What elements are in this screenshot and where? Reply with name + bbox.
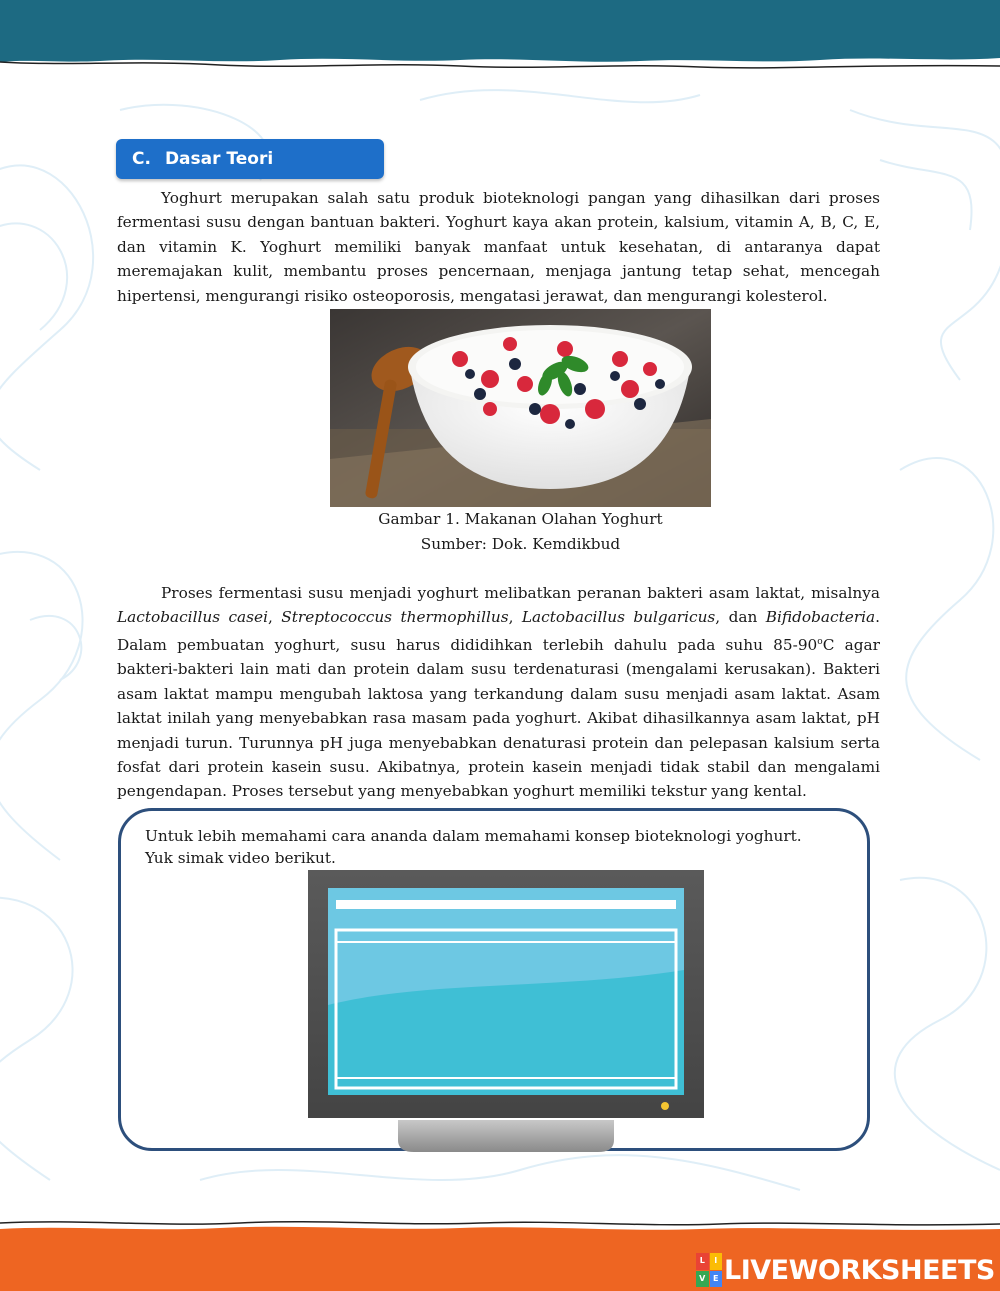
logo-letter: E: [710, 1271, 723, 1288]
video-instruction-line-1: Untuk lebih memahami cara ananda dalam memahami konsep bioteknologi yoghurt.: [145, 827, 802, 845]
fermentation-text-1: Proses fermentasi susu menjadi yoghurt melibatkan peranan bakteri asam laktat, misalnya: [161, 584, 880, 602]
fermentation-text-2: . Dalam pembuatan yoghurt, susu harus dididihkan terlebih dahulu pada suhu 85-90: [117, 608, 881, 654]
liveworksheets-logo[interactable]: [696, 1252, 995, 1288]
top-banner: [0, 0, 1000, 75]
video-instructions: [145, 825, 802, 869]
top-banner-edge: [0, 62, 1000, 68]
liveworksheets-mark-icon: [696, 1253, 722, 1287]
screen-title-bar: [336, 900, 676, 909]
logo-letter: I: [710, 1253, 723, 1270]
liveworksheets-wordmark: LIVEWORKSHEETS: [724, 1254, 995, 1286]
video-instruction-line-2: Yuk simak video berikut.: [145, 849, 336, 867]
fermentation-text-3: C agar bakteri-bakteri lain mati dan protein dalam susu terdenaturasi (mengalami kerusakan). Bakteri asam laktat mampu mengubah laktosa yang terkandung dalam susu menjadi asam laktat. Asam laktat inilah yang menyebabkan rasa masam pada yoghurt. Akibat dihasilkannya asam laktat, pH menjadi turun. Turunnya pH juga menyebabkan denaturasi protein dan pelepasan kalsium serta fosfat dari protein kasein susu. Akibatnya, protein kasein menjadi tidak stabil dan mengalami pengendapan. Proses tersebut yang menyebabkan yoghurt memiliki tekstur yang kental.: [117, 635, 880, 801]
intro-paragraph: [117, 186, 880, 308]
degree-sign: o: [817, 636, 823, 647]
monitor-stand: [398, 1120, 614, 1152]
logo-letter: V: [696, 1271, 709, 1288]
figure-source: Sumber: Dok. Kemdikbud: [420, 535, 621, 553]
separator: ,: [508, 608, 522, 627]
logo-letter: L: [696, 1253, 709, 1270]
species-name: Lactobacillus bulgaricus: [521, 608, 716, 627]
species-name: Bifidobacteria: [765, 608, 876, 627]
bottom-banner-edge: [0, 1222, 1000, 1225]
fermentation-paragraph: [117, 581, 880, 804]
separator: ,: [267, 608, 282, 627]
video-player[interactable]: [308, 870, 704, 1152]
figure-caption: Gambar 1. Makanan Olahan Yoghurt: [378, 510, 663, 528]
top-banner-fill: [0, 0, 1000, 62]
species-name: Streptococcus thermophillus: [281, 608, 509, 627]
section-letter: C.: [132, 149, 151, 169]
species-name: Lactobacillus casei: [117, 608, 268, 627]
intro-paragraph-text: Yoghurt merupakan salah satu produk bioteknologi pangan yang dihasilkan dari proses fermentasi susu dengan bantuan bakteri. Yoghurt kaya akan protein, kalsium, vitamin A, B, C, E, dan vitamin K. Yoghurt memiliki banyak manfaat untuk kesehatan, di antaranya dapat meremajakan kulit, membantu proses pencernaan, menjaga jantung tetap sehat, mencegah hipertensi, mengurangi risiko osteoporosis, mengatasi jerawat, dan mengurangi kolesterol.: [117, 189, 880, 305]
section-title: Dasar Teori: [164, 149, 274, 169]
yoghurt-photo: [330, 309, 711, 507]
power-led-icon: [661, 1102, 669, 1110]
section-header: [116, 139, 384, 179]
separator: , dan: [715, 608, 766, 627]
